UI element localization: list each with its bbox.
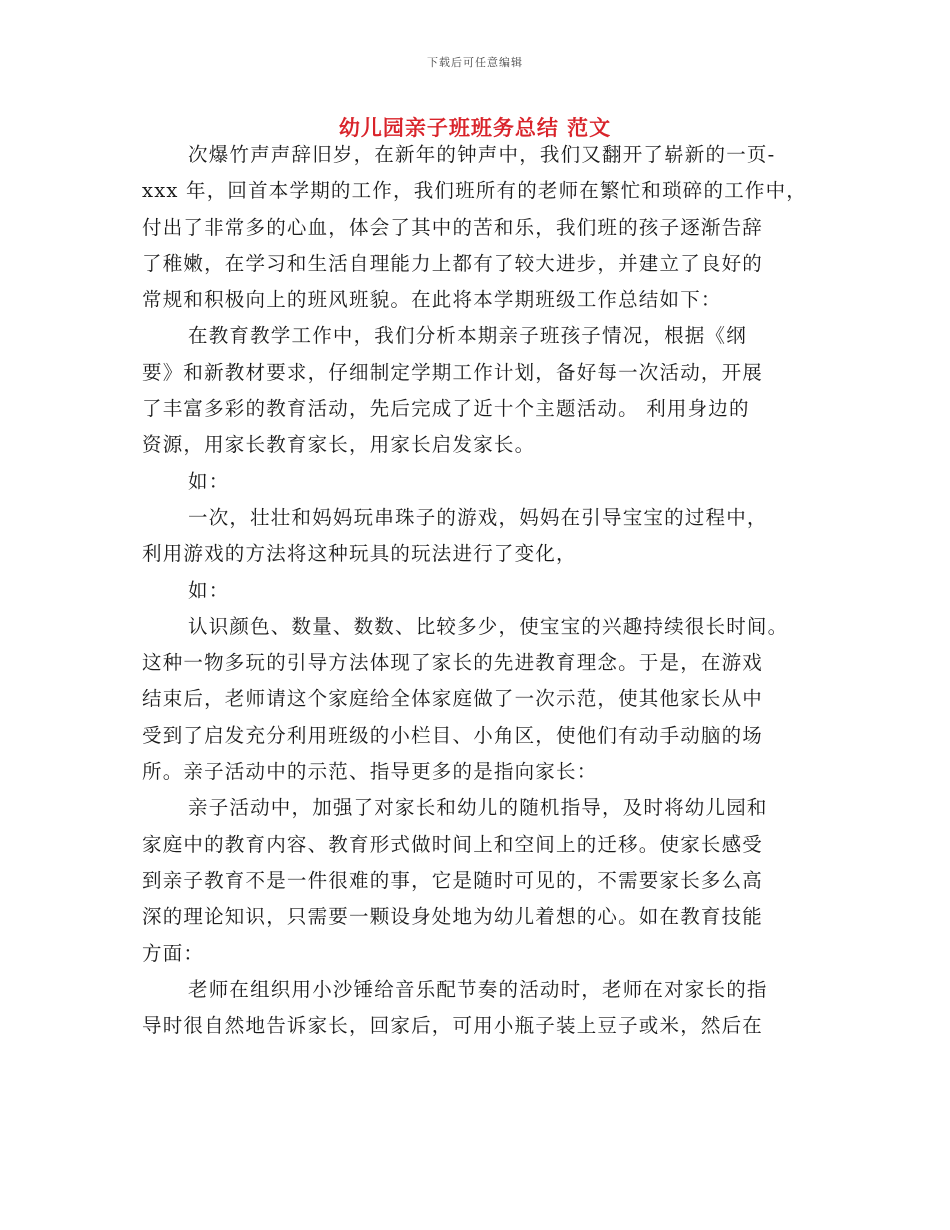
paragraph-line: 受到了启发充分利用班级的小栏目、小角区，使他们有动手动脑的场 — [142, 723, 764, 747]
paragraph-line: 一次，壮壮和妈妈玩串珠子的游戏，妈妈在引导宝宝的过程中， — [188, 505, 768, 529]
paragraph-line: 了稚嫩，在学习和生活自理能力上都有了较大进步，并建立了良好的 — [142, 251, 764, 275]
paragraph — [142, 573, 822, 609]
paragraph-line: 次爆竹声声辞旧岁，在新年的钟声中，我们又翻开了崭新的一页- — [188, 143, 776, 166]
paragraph-line: 亲子活动中，加强了对家长和幼儿的随机指导，及时将幼儿园和 — [188, 796, 768, 820]
paragraph — [142, 609, 822, 790]
paragraph-line: 到亲子教育不是一件很难的事，它是随时可见的，不需要家长多么高 — [142, 868, 764, 892]
paragraph-line: 所。亲子活动中的示范、指导更多的是指向家长： — [142, 760, 598, 784]
header-note: 下载后可任意编辑 — [427, 56, 523, 69]
paragraph-line: 深的理论知识，只需要一颗设身处地为幼儿着想的心。如在教育技能 — [142, 905, 764, 929]
paragraph-line: 方面： — [142, 941, 205, 965]
paragraph-line: 如： — [188, 578, 230, 602]
paragraph — [142, 464, 822, 500]
paragraph-line: 结束后，老师请这个家庭给全体家庭做了一次示范，使其他家长从中 — [142, 687, 764, 711]
paragraph-line: 要》和新教材要求，仔细制定学期工作计划，备好每一次活动，开展 — [142, 360, 764, 384]
paragraph — [142, 790, 822, 971]
paragraph — [142, 500, 822, 573]
paragraph-line: 在教育教学工作中，我们分析本期亲子班孩子情况，根据《纲 — [188, 324, 747, 348]
paragraph — [142, 318, 822, 463]
paragraph-line: 了丰富多彩的教育活动，先后完成了近十个主题活动。 利用身边的 — [142, 397, 750, 421]
paragraph-line: 常规和积极向上的班风班貌。在此将本学期班级工作总结如下： — [142, 288, 722, 312]
paragraph-line: 认识颜色、数量、数数、比较多少，使宝宝的兴趣持续很长时间。 — [188, 614, 789, 638]
paragraph-line: 付出了非常多的心血，体会了其中的苦和乐，我们班的孩子逐渐告辞 — [142, 215, 764, 239]
document-body — [142, 137, 822, 1044]
document-title: 幼儿园亲子班班务总结 范文 — [338, 115, 612, 140]
paragraph-line: 家庭中的教育内容、教育形式做时间上和空间上的迁移。使家长感受 — [142, 832, 764, 856]
paragraph-line: 利用游戏的方法将这种玩具的玩法进行了变化， — [142, 542, 577, 566]
paragraph-line: 资源，用家长教育家长，用家长启发家长。 — [142, 433, 536, 457]
paragraph-line: 导时很自然地告诉家长，回家后，可用小瓶子装上豆子或米，然后在 — [142, 1014, 764, 1038]
paragraph — [142, 972, 822, 1045]
paragraph-line: xxx 年，回首本学期的工作，我们班所有的老师在繁忙和琐碎的工作中， — [142, 179, 807, 203]
paragraph-line: 这种一物多玩的引导方法体现了家长的先进教育理念。于是，在游戏 — [142, 651, 764, 675]
paragraph — [142, 137, 822, 318]
paragraph-line: 如： — [188, 469, 230, 493]
paragraph-line: 老师在组织用小沙锤给音乐配节奏的活动时，老师在对家长的指 — [188, 977, 768, 1001]
